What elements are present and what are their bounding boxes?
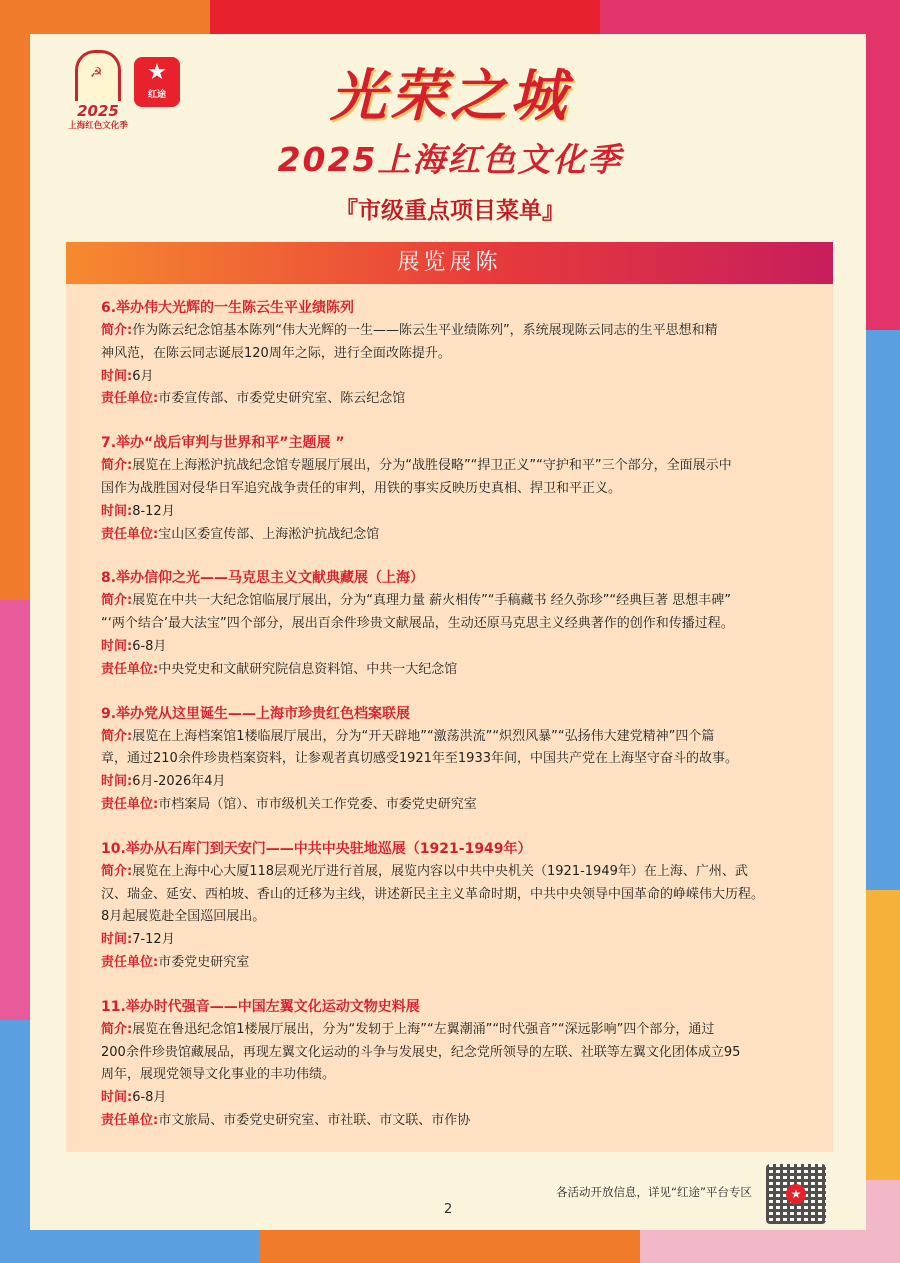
project-intro-line [101,343,809,366]
subtitle-text: 市级重点项目菜单 [358,198,542,224]
project-intro-line [101,884,809,907]
time-label: 时间: [101,368,133,384]
project-intro-line [101,1042,809,1065]
intro-text: 200余件珍贵馆藏展品，再现左翼文化运动的斗争与发展史，纪念党所领导的左联、社联等左翼文化团体成立95 [101,1044,741,1060]
intro-text: 8月起展览赴全国巡回展出。 [101,909,266,925]
project-unit [101,388,809,411]
time-value: 6-8月 [132,1090,167,1106]
project-unit [101,524,809,547]
unit-value: 中央党史和文献研究院信息资料馆、中共一大纪念馆 [158,661,458,677]
unit-value: 市委宣传部、市委党史研究室、陈云纪念馆 [158,391,406,407]
unit-value: 市委党史研究室 [158,954,250,970]
page-title: 2025上海红色文化季 [277,140,623,179]
intro-text: 展览在上海淞沪抗战纪念馆专题展厅展出，分为“战胜侵略”“捍卫正义”“守护和平”三个部分，全面展示中 [132,458,732,474]
project-item [101,566,809,681]
project-intro-line [101,726,809,749]
project-intro-line [101,1019,809,1042]
intro-label: 简介: [101,458,133,474]
intro-text: 汉、瑞金、延安、西柏坡、香山的迁移为主线，讲述新民主主义革命时期，中共中央领导中国革命的峥嵘伟大历程。 [101,886,765,902]
project-unit [101,952,809,975]
project-title: 11.举办时代强音——中国左翼文化运动文物史料展 [101,998,420,1015]
intro-text: 神风范，在陈云同志诞辰120周年之际，进行全面改陈提升。 [101,345,451,361]
unit-value: 宝山区委宣传部、上海淞沪抗战纪念馆 [158,526,380,542]
project-title: 9.举办党从这里诞生——上海市珍贵红色档案联展 [101,705,411,722]
bracket-left-icon: 『 [335,198,358,224]
project-item [101,296,809,411]
project-time [101,929,809,952]
project-intro-line [101,1064,809,1087]
time-value: 6-8月 [132,638,167,654]
project-item [101,837,809,975]
intro-label: 简介: [101,323,133,338]
intro-text: 展览在上海中心大厦118层观光厅进行首展，展览内容以中共中央机关（1921-1949年）在上海、广州、武 [132,863,748,879]
project-title: 6.举办伟大光辉的一生陈云生平业绩陈列 [101,300,355,316]
project-intro-line [101,861,809,884]
unit-label: 责任单位: [101,954,159,970]
project-title: 10.举办从石库门到天安门——中共中央驻地巡展（1921-1949年） [101,840,532,857]
star-icon: ★ [147,60,167,85]
logo-year: 2025 [77,102,119,120]
page-number: 2 [444,1202,453,1217]
intro-text: 展览在鲁迅纪念馆1楼展厅展出，分为“发轫于上海”“左翼潮涌”“时代强音”“深远影响”四个部分，通过 [132,1021,715,1037]
intro-text: 作为陈云纪念馆基本陈列“伟大光辉的一生——陈云生平业绩陈列”，系统展现陈云同志的生平思想和精 [132,323,718,338]
intro-label: 简介: [101,593,133,609]
project-item [101,431,809,546]
project-time [101,1087,809,1110]
project-time [101,366,809,389]
intro-label: 简介: [101,1021,133,1037]
project-time [101,636,809,659]
unit-value: 市档案局（馆）、市市级机关工作党委、市委党史研究室 [158,796,477,812]
intro-text: 国作为战胜国对侵华日军追究战争责任的审判，用铁的事实反映历史真相、捍卫和平正义。 [101,480,622,496]
intro-text: “‘两个结合’最大法宝”四个部分，展出百余件珍贵文献展品，生动还原马克思主义经典著作的创作和传播过程。 [101,616,734,632]
unit-value: 市文旅局、市委党史研究室、市社联、市文联、市作协 [158,1112,471,1128]
project-title: 8.举办信仰之光——马克思主义文献典藏展（上海） [101,570,425,587]
intro-text: 周年，展现党领导文化事业的丰功伟绩。 [101,1067,336,1083]
item-list [101,296,809,1153]
calligraphy-title: 光荣之城 [330,63,570,129]
intro-text: 展览在中共一大纪念馆临展厅展出，分为“真理力量 薪火相传”“手稿藏书 经久弥珍”“经典巨著 思想丰碑” [132,593,732,609]
time-label: 时间: [101,638,133,654]
app-logo-label: 红途 [147,90,166,100]
project-time [101,501,809,524]
intro-text: 章，通过210余件珍贵档案资料，让参观者真切感受1921年至1933年间，中国共产党在上海坚守奋斗的故事。 [101,751,738,767]
project-unit [101,794,809,817]
page-subtitle [0,192,900,225]
unit-label: 责任单位: [101,796,159,812]
project-intro-line [101,455,809,478]
time-label: 时间: [101,1090,133,1106]
time-label: 时间: [101,932,133,948]
unit-label: 责任单位: [101,661,159,677]
project-unit [101,659,809,682]
time-value: 6月-2026年4月 [132,774,226,790]
intro-text: 展览在上海档案馆1楼临展厅展出，分为“开天辟地”“激荡洪流”“炽烈风暴”“弘扬伟大建党精神”四个篇 [132,728,715,744]
project-unit [101,1110,809,1133]
bracket-right-icon: 』 [542,198,565,224]
arch-icon: ☭ [75,50,121,101]
project-intro-line [101,478,809,501]
time-value: 6月 [132,368,154,384]
unit-label: 责任单位: [101,391,159,407]
project-intro-line [101,906,809,929]
time-value: 8-12月 [132,503,175,519]
project-intro-line [101,613,809,636]
time-label: 时间: [101,503,133,519]
intro-label: 简介: [101,728,133,744]
time-label: 时间: [101,774,133,790]
logo-subtitle: 上海红色文化季 [68,121,128,131]
section-header: 展览展陈 [66,242,833,284]
footer-note: 各活动开放信息，详见“红途”平台专区 [556,1185,752,1199]
project-intro-line [101,748,809,771]
project-intro-line [101,320,809,343]
unit-label: 责任单位: [101,526,159,542]
qr-logo-icon: ★ [786,1184,806,1204]
project-item [101,995,809,1133]
project-time [101,771,809,794]
intro-label: 简介: [101,863,133,879]
unit-label: 责任单位: [101,1112,159,1128]
project-item [101,702,809,817]
time-value: 7-12月 [132,932,175,948]
project-title: 7.举办“战后审判与世界和平”主题展 ” [101,435,345,452]
project-intro-line [101,590,809,613]
